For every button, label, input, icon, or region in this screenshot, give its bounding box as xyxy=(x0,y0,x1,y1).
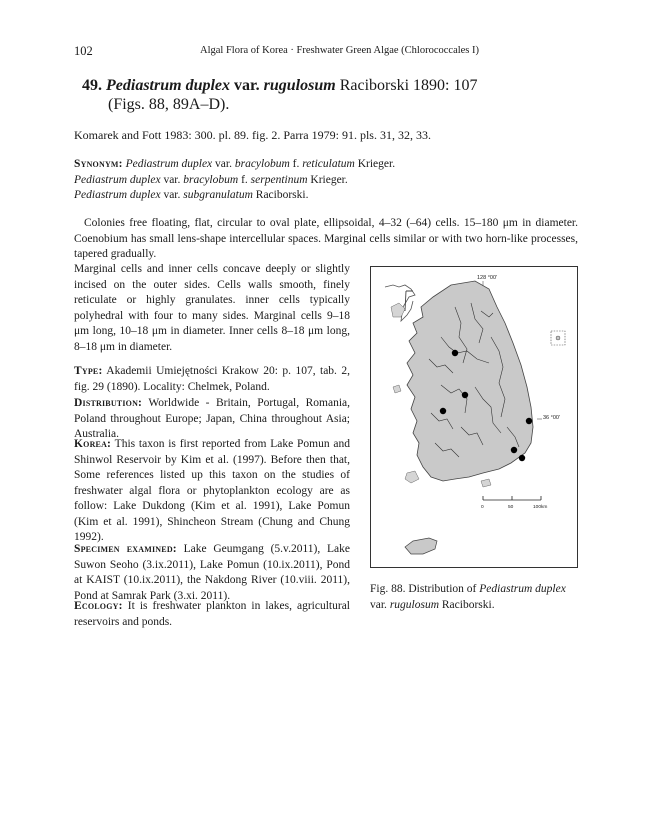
caption-authority: Raciborski. xyxy=(441,598,495,611)
ecology-section xyxy=(74,599,350,630)
ecology-text: It is freshwater plankton in lakes, agricultural reservoirs and ponds. xyxy=(74,600,351,628)
jeju-island xyxy=(405,538,437,554)
description-paragraph: Colonies free floating, flat, circular to oval plate, ellipsoidal, 4–32 (–64) cells. 15–180 μm in diameter. Coenobium has small lens-shape intercellular spaces. Marginal cells similar or with two horn-like processes, tapered gradually. xyxy=(74,217,578,260)
scale-bar xyxy=(481,496,547,510)
specimen-label: Specimen examined: xyxy=(74,543,177,555)
figure-reference: (Figs. 88, 89A–D). xyxy=(108,96,230,113)
occurrence-dot xyxy=(462,392,468,398)
longitude-label: 128 °00' xyxy=(477,275,498,281)
korea-label: Korea: xyxy=(74,438,112,450)
occurrence-dot xyxy=(452,350,458,356)
distribution-map xyxy=(370,266,578,568)
caption-species: Pediastrum duplex xyxy=(479,583,566,595)
ulleungdo-island xyxy=(556,336,560,340)
synonym-block xyxy=(74,157,594,204)
scale-tick-50: 50 xyxy=(508,505,514,510)
distribution-label: Distribution: xyxy=(74,397,143,409)
distribution-text: Worldwide - Britain, Portugal, Romania, Poland throughout Europe; Japan, China throughout Asia; Australia. xyxy=(74,397,350,440)
caption-rank: var. xyxy=(370,598,387,611)
type-label: Type: xyxy=(74,365,103,377)
type-text: Akademii Umiejętności Krakow 20: p. 107, tab. 2, fig. 29 (1890). Locality: Chelmek, Poland. xyxy=(74,365,350,393)
variety-epithet: rugulosum xyxy=(263,77,336,94)
caption-variety: rugulosum xyxy=(389,598,440,611)
rank-word: var. xyxy=(234,77,260,94)
korea-section xyxy=(74,437,350,546)
scale-tick-0: 0 xyxy=(481,505,484,510)
island-west xyxy=(393,385,401,393)
literature-references: Komarek and Fott 1983: 300. pl. 89. fig. 2. Parra 1979: 91. pls. 31, 32, 33. xyxy=(74,128,431,142)
synonym-label: Synonym: xyxy=(74,158,123,170)
latitude-label: 36 °00' xyxy=(543,415,561,421)
occurrence-dot xyxy=(440,408,446,414)
specimen-section xyxy=(74,542,350,604)
korea-map-svg xyxy=(371,267,577,567)
species-binomial: Pediastrum duplex xyxy=(106,77,231,94)
occurrence-dot xyxy=(511,447,517,453)
synonym-line-1: Synonym: Pediastrum duplex var. bracylobum f. reticulatum Krieger. xyxy=(74,158,396,170)
species-authority: Raciborski 1890: 107 xyxy=(339,77,478,94)
figure-caption xyxy=(370,582,580,613)
island-northwest xyxy=(391,303,405,317)
ecology-label: Ecology: xyxy=(74,600,123,612)
occurrence-dot xyxy=(519,455,525,461)
synonym-line-2: Pediastrum duplex var. bracylobum f. serpentinum Krieger. xyxy=(74,173,348,186)
species-number: 49. xyxy=(82,77,102,94)
type-section xyxy=(74,364,350,395)
description-continued: Marginal cells and inner cells concave deeply or slightly incised on the outer sides. Cells walls smooth, finely reticulate or highly granulates. inner cells typically polyhedral with four to many sides. Marginal cells 9–18 μm long, 10–18 μm in diameter. Inner cells 8–18 μm long, 8–18 μm in diameter. xyxy=(74,263,350,353)
island-south xyxy=(481,479,491,487)
page-number: 102 xyxy=(74,44,93,58)
specimen-text: Lake Geumgang (5.v.2011), Lake Suwon Seoho (3.ix.2011), Lake Pomun (10.ix.2011), Pond at KAIST (10.ix.2011), the Nakdong River (10.viii. 2011), Pond at Samrak Park (3.xi. 2011). xyxy=(74,543,350,602)
island-southwest xyxy=(405,471,419,483)
distribution-section xyxy=(74,396,350,443)
caption-prefix: Fig. 88. Distribution of xyxy=(370,583,477,595)
korea-text: This taxon is first reported from Lake Pomun and Shinwol Reservoir by Kim et al. (1997). Before then that, Some references listed up this taxon on the studies of freshwater algal flora or phytoplankton ecology are as follow: Lake Dukdong (Kim et al. 1991), Lake Pomun (Kim et al. 1991), Shincheon Stream (Chung and Chung 1992). xyxy=(74,438,350,543)
species-title xyxy=(82,76,562,114)
occurrence-dot xyxy=(526,418,532,424)
running-head: Algal Flora of Korea · Freshwater Green Algae (Chlorococcales I) xyxy=(200,45,480,56)
scale-tick-100: 100km xyxy=(533,505,548,510)
synonym-line-3: Pediastrum duplex var. subgranulatum Raciborski. xyxy=(74,189,309,201)
